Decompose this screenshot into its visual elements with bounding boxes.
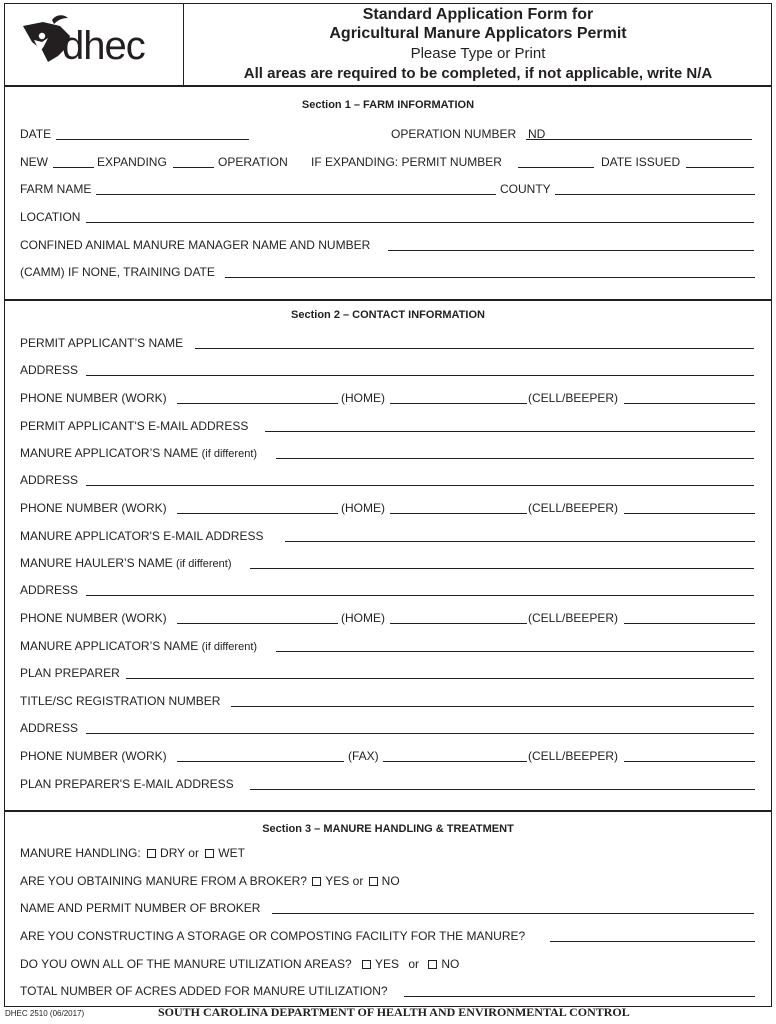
- expanding-label: EXPANDING: [97, 155, 167, 169]
- dry-checkbox[interactable]: [147, 849, 156, 858]
- form-title-line2: Agricultural Manure Applicators Permit: [329, 25, 627, 42]
- applicant-phone-work-field[interactable]: [177, 403, 338, 404]
- if-expanding-label: IF EXPANDING: PERMIT NUMBER: [311, 155, 502, 169]
- operation-number-field[interactable]: [526, 139, 752, 140]
- manure-handling-row: MANURE HANDLING: DRY or WET: [20, 846, 245, 860]
- hauler-address-label: ADDRESS: [20, 583, 79, 597]
- applicator-name-2-label: MANURE APPLICATOR’S NAME (if different): [20, 639, 258, 653]
- preparer-phone-work-label: PHONE NUMBER (WORK): [20, 749, 167, 763]
- applicator-name-label: MANURE APPLICATOR’S NAME (if different): [20, 446, 258, 460]
- own-areas-question: DO YOU OWN ALL OF THE MANURE UTILIZATION AREAS?: [20, 957, 352, 971]
- permit-applicant-name-field[interactable]: [195, 348, 754, 349]
- plan-preparer-field[interactable]: [126, 678, 754, 679]
- broker-yes-checkbox[interactable]: [312, 877, 321, 886]
- preparer-address-label: ADDRESS: [20, 721, 79, 735]
- hauler-phone-home-field[interactable]: [390, 623, 527, 624]
- wet-label: WET: [218, 846, 245, 860]
- form-number: DHEC 2510 (06/2017): [5, 1009, 85, 1018]
- applicant-email-label: PERMIT APPLICANT'S E-MAIL ADDRESS: [20, 419, 249, 433]
- own-areas-yes-checkbox[interactable]: [362, 960, 371, 969]
- acres-field[interactable]: [404, 996, 755, 997]
- applicator-name-2-field[interactable]: [276, 651, 754, 652]
- county-field[interactable]: [555, 194, 755, 195]
- preparer-address-field[interactable]: [86, 733, 754, 734]
- section3-title: Section 3 – MANURE HANDLING & TREATMENT: [262, 823, 514, 835]
- hauler-phone-work-field[interactable]: [177, 623, 338, 624]
- preparer-email-field[interactable]: [250, 789, 755, 790]
- plan-preparer-label: PLAN PREPARER: [20, 666, 120, 680]
- storage-field[interactable]: [550, 941, 755, 942]
- new-label: NEW: [20, 155, 48, 169]
- hauler-address-field[interactable]: [86, 595, 754, 596]
- applicator-phone-work-field[interactable]: [177, 513, 338, 514]
- operation-label: OPERATION: [218, 155, 288, 169]
- applicator-phone-home-label: (HOME): [341, 501, 385, 515]
- preparer-fax-label: (FAX): [348, 749, 379, 763]
- form-title-line1: Standard Application Form for: [362, 6, 594, 23]
- applicant-address-field[interactable]: [86, 375, 754, 376]
- applicator-address-field[interactable]: [86, 485, 754, 486]
- preparer-fax-field[interactable]: [383, 761, 527, 762]
- farm-name-label: FARM NAME: [20, 182, 92, 196]
- storage-question: ARE YOU CONSTRUCTING A STORAGE OR COMPOSTING FACILITY FOR THE MANURE?: [20, 929, 526, 943]
- preparer-email-label: PLAN PREPARER'S E-MAIL ADDRESS: [20, 777, 234, 791]
- broker-row: ARE YOU OBTAINING MANURE FROM A BROKER? YES or NO: [20, 874, 400, 888]
- applicator-name-field[interactable]: [276, 458, 754, 459]
- section2-title: Section 2 – CONTACT INFORMATION: [291, 309, 485, 321]
- form-subtitle: Please Type or Print: [410, 45, 546, 62]
- preparer-phone-cell-label: (CELL/BEEPER): [528, 749, 619, 763]
- hauler-name-label: MANURE HAULER’S NAME (if different): [20, 556, 232, 570]
- applicator-phone-work-label: PHONE NUMBER (WORK): [20, 501, 167, 515]
- broker-question: ARE YOU OBTAINING MANURE FROM A BROKER?: [20, 874, 307, 888]
- wet-checkbox[interactable]: [205, 849, 214, 858]
- acres-question: TOTAL NUMBER OF ACRES ADDED FOR MANURE UTILIZATION?: [20, 984, 388, 998]
- form-instruction: All areas are required to be completed, if not applicable, write N/A: [243, 65, 713, 82]
- camm-name-label: CONFINED ANIMAL MANURE MANAGER NAME AND NUMBER: [20, 238, 371, 252]
- hauler-phone-cell-field[interactable]: [624, 623, 755, 624]
- location-field[interactable]: [86, 222, 754, 223]
- preparer-phone-cell-field[interactable]: [624, 761, 755, 762]
- title-registration-label: TITLE/SC REGISTRATION NUMBER: [20, 694, 221, 708]
- own-areas-no-checkbox[interactable]: [428, 960, 437, 969]
- date-issued-label: DATE ISSUED: [601, 155, 681, 169]
- hauler-name-field[interactable]: [250, 568, 754, 569]
- date-label: DATE: [20, 127, 52, 141]
- date-issued-field[interactable]: [686, 167, 754, 168]
- hauler-phone-work-label: PHONE NUMBER (WORK): [20, 611, 167, 625]
- applicator-phone-home-field[interactable]: [390, 513, 527, 514]
- applicator-email-field[interactable]: [285, 541, 755, 542]
- operation-number-label: OPERATION NUMBER: [391, 127, 517, 141]
- title-registration-field[interactable]: [231, 706, 754, 707]
- applicant-phone-home-label: (HOME): [341, 391, 385, 405]
- county-label: COUNTY: [500, 182, 551, 196]
- manure-handling-label: MANURE HANDLING:: [20, 846, 141, 860]
- operation-number-value: ND: [528, 127, 546, 141]
- applicant-address-label: ADDRESS: [20, 363, 79, 377]
- applicator-phone-cell-field[interactable]: [624, 513, 755, 514]
- expanding-field[interactable]: [173, 167, 214, 168]
- farm-name-field[interactable]: [96, 194, 496, 195]
- location-label: LOCATION: [20, 210, 81, 224]
- own-areas-row: DO YOU OWN ALL OF THE MANURE UTILIZATION AREAS? YES or NO: [20, 957, 460, 971]
- date-field[interactable]: [56, 139, 249, 140]
- dry-label: DRY: [160, 846, 185, 860]
- dhec-logo: [18, 12, 168, 72]
- applicator-phone-cell-label: (CELL/BEEPER): [528, 501, 619, 515]
- preparer-phone-work-field[interactable]: [177, 761, 344, 762]
- camm-training-field[interactable]: [225, 277, 755, 278]
- applicant-phone-cell-label: (CELL/BEEPER): [528, 391, 619, 405]
- section1-title: Section 1 – FARM INFORMATION: [301, 99, 475, 111]
- applicant-phone-work-label: PHONE NUMBER (WORK): [20, 391, 167, 405]
- permit-applicant-name-label: PERMIT APPLICANT’S NAME: [20, 336, 184, 350]
- applicant-phone-home-field[interactable]: [390, 403, 527, 404]
- new-field[interactable]: [53, 167, 94, 168]
- applicant-email-field[interactable]: [265, 431, 755, 432]
- broker-name-field[interactable]: [272, 913, 754, 914]
- applicator-address-label: ADDRESS: [20, 473, 79, 487]
- hauler-phone-cell-label: (CELL/BEEPER): [528, 611, 619, 625]
- applicant-phone-cell-field[interactable]: [624, 403, 755, 404]
- permit-number-field[interactable]: [518, 167, 594, 168]
- department-name: SOUTH CAROLINA DEPARTMENT OF HEALTH AND ENVIRONMENTAL CONTROL: [158, 1005, 630, 1019]
- applicator-email-label: MANURE APPLICATOR'S E-MAIL ADDRESS: [20, 529, 264, 543]
- logo-text: dhec: [62, 24, 145, 68]
- broker-name-label: NAME AND PERMIT NUMBER OF BROKER: [20, 901, 261, 915]
- broker-no-checkbox[interactable]: [369, 877, 378, 886]
- camm-training-label: (CAMM) IF NONE, TRAINING DATE: [20, 265, 215, 279]
- camm-name-field[interactable]: [388, 250, 754, 251]
- hauler-phone-home-label: (HOME): [341, 611, 385, 625]
